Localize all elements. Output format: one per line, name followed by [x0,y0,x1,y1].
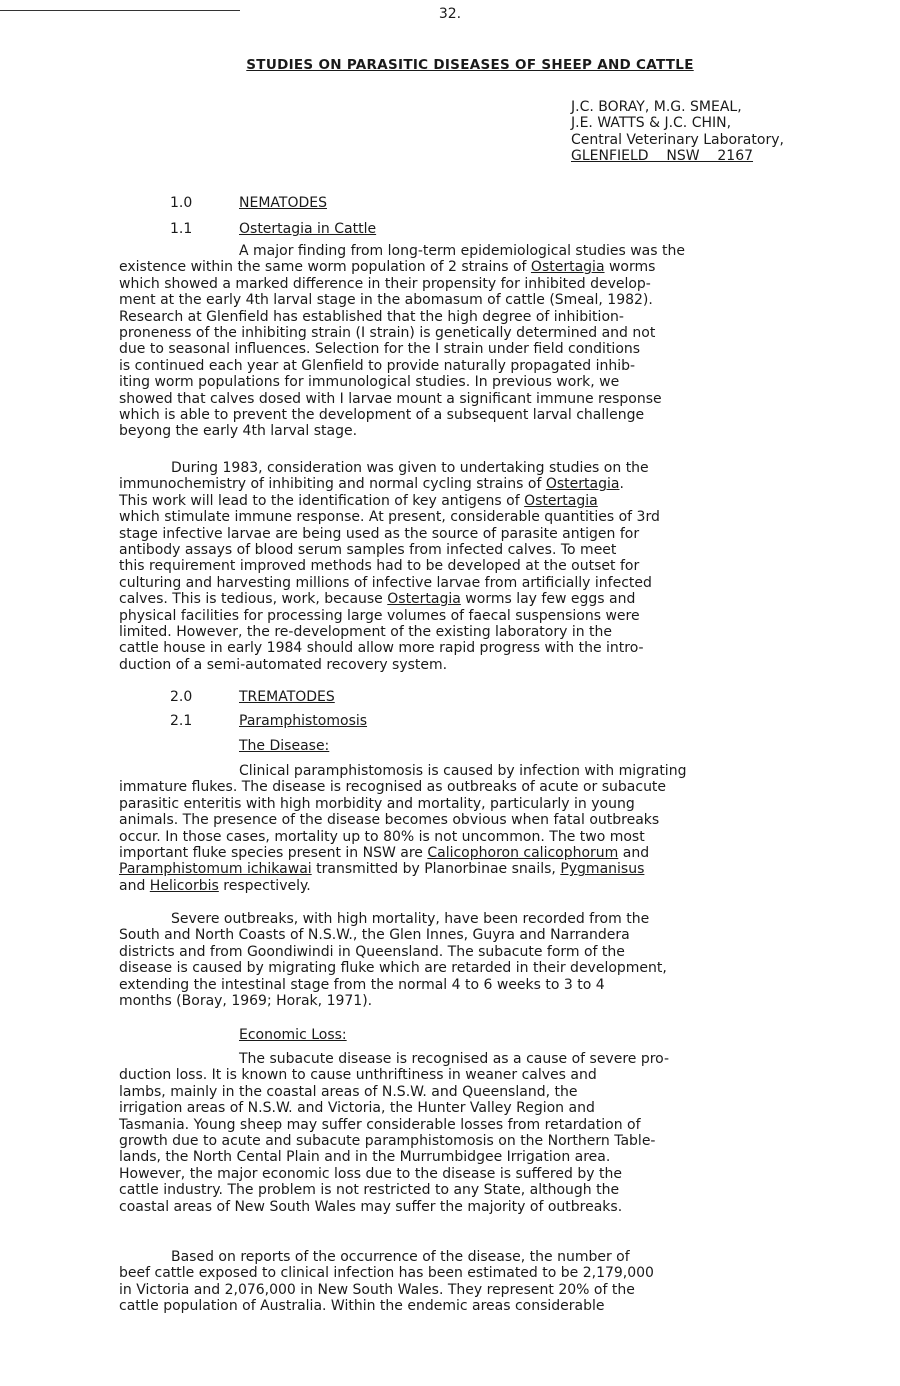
text-line: The subacute disease is recognised as a cause of severe pro- [239,1051,670,1067]
text-line: duction loss. It is known to cause unthriftiness in weaner calves and [119,1067,597,1084]
text-line: Severe outbreaks, with high mortality, have been recorded from the [171,911,650,927]
section-2-1-heading: Paramphistomosis [239,713,368,729]
text-line: immature flukes. The disease is recognised as outbreaks of acute or subacute [119,779,667,796]
text-line: physical facilities for processing large volumes of faecal suspensions were [119,607,640,624]
author-block [571,99,784,165]
text-line: important fluke species present in NSW are Calicophoron calicophorum and [119,845,650,862]
text-line: lands, the North Cental Plain and in the Murrumbidgee Irrigation area. [119,1149,611,1166]
text-line: districts and from Goondiwindi in Queensland. The subacute form of the [119,943,625,960]
text-line: this requirement improved methods had to be developed at the outset for [119,558,640,575]
text-line: calves. This is tedious, work, because Ostertagia worms lay few eggs and [119,591,636,608]
text-line: ment at the early 4th larval stage in the abomasum of cattle (Smeal, 1982). [119,292,653,309]
text-line: antibody assays of blood serum samples from infected calves. To meet [119,542,617,559]
paragraph-outbreaks [119,911,831,1009]
text-line: animals. The presence of the disease becomes obvious when fatal outbreaks [119,812,660,829]
section-2-number: 2.0 [170,689,193,705]
section-1-heading: NEMATODES [239,195,327,211]
text-line: irrigation areas of N.S.W. and Victoria, the Hunter Valley Region and [119,1100,595,1117]
paragraph-cattle-numbers [119,1249,831,1315]
text-line: lambs, mainly in the coastal areas of N.S.W. and Queensland, the [119,1083,578,1100]
paragraph-ostertagia-finding [119,243,831,440]
text-line: However, the major economic loss due to the disease is suffered by the [119,1165,622,1182]
text-line: showed that calves dosed with I larvae mount a significant immune response [119,390,662,407]
text-line: This work will lead to the identification of key antigens of Ostertagia [119,492,598,509]
section-2-1-number: 2.1 [170,713,193,729]
text-line: limited. However, the re-development of the existing laboratory in the [119,624,613,641]
text-line: Paramphistomum ichikawai transmitted by Planorbinae snails, Pygmanisus [119,861,645,878]
author-line-1: J.C. BORAY, M.G. SMEAL, [571,99,742,115]
text-line: Research at Glenfield has established that the high degree of inhibition- [119,308,624,325]
document-title: STUDIES ON PARASITIC DISEASES OF SHEEP AND CATTLE [246,57,694,73]
text-line: which is able to prevent the development of a subsequent larval challenge [119,407,645,424]
text-line: beyong the early 4th larval stage. [119,423,358,440]
text-line: due to seasonal influences. Selection for the I strain under field conditions [119,341,641,358]
text-line: disease is caused by migrating fluke which are retarded in their development, [119,960,667,977]
author-line-3: Central Veterinary Laboratory, [571,131,784,148]
text-line: growth due to acute and subacute paramphistomosis on the Northern Table- [119,1133,656,1150]
text-line: immunochemistry of inhibiting and normal cycling strains of Ostertagia. [119,476,624,493]
text-line: which stimulate immune response. At present, considerable quantities of 3rd [119,509,660,526]
section-2-heading: TREMATODES [239,689,335,705]
subheading-economic-loss: Economic Loss: [239,1027,347,1043]
subheading-disease: The Disease: [239,738,330,754]
text-line: proneness of the inhibiting strain (I strain) is genetically determined and not [119,325,656,342]
text-line: cattle population of Australia. Within the endemic areas considerable [119,1298,605,1315]
section-1-number: 1.0 [170,195,193,211]
text-line: and Helicorbis respectively. [119,877,311,894]
section-1-1-heading: Ostertagia in Cattle [239,221,377,237]
text-line: Based on reports of the occurrence of the disease, the number of [171,1249,630,1265]
text-line: culturing and harvesting millions of infective larvae from artificially infected [119,574,652,591]
text-line: coastal areas of New South Wales may suffer the majority of outbreaks. [119,1198,623,1215]
text-line: which showed a marked difference in their propensity for inhibited develop- [119,275,651,292]
text-line: duction of a semi-automated recovery system. [119,656,448,673]
page-number: 32. [438,6,462,22]
text-line: beef cattle exposed to clinical infection has been estimated to be 2,179,000 [119,1265,654,1282]
text-line: months (Boray, 1969; Horak, 1971). [119,993,373,1010]
author-line-2: J.E. WATTS & J.C. CHIN, [571,115,732,132]
paragraph-immunochemistry-first [119,460,831,673]
text-line: cattle house in early 1984 should allow more rapid progress with the intro- [119,640,644,657]
text-line: is continued each year at Glenfield to provide naturally propagated inhib- [119,357,636,374]
text-line: parasitic enteritis with high morbidity and mortality, particularly in young [119,795,635,812]
paragraph-disease [119,763,831,894]
text-line: existence within the same worm population of 2 strains of Ostertagia worms [119,259,656,276]
text-line: occur. In those cases, mortality up to 80% is not uncommon. The two most [119,828,645,845]
text-line: Clinical paramphistomosis is caused by infection with migrating [239,763,687,779]
section-1-1-number: 1.1 [170,221,193,237]
text-line: in Victoria and 2,076,000 in New South Wales. They represent 20% of the [119,1281,635,1298]
paragraph-economic-loss [119,1051,831,1215]
text-line: Tasmania. Young sheep may suffer considerable losses from retardation of [119,1116,641,1133]
text-line: stage infective larvae are being used as the source of parasite antigen for [119,525,640,542]
text-line: iting worm populations for immunological studies. In previous work, we [119,374,620,391]
text-line: South and North Coasts of N.S.W., the Glen Innes, Guyra and Narrandera [119,927,630,944]
text-line: extending the intestinal stage from the normal 4 to 6 weeks to 3 to 4 [119,976,605,993]
author-line-4: GLENFIELD NSW 2167 [571,148,754,165]
text-line: A major finding from long-term epidemiological studies was the [239,243,685,259]
text-line: cattle industry. The problem is not restricted to any State, although the [119,1182,620,1199]
text-line: During 1983, consideration was given to undertaking studies on the [171,460,649,476]
